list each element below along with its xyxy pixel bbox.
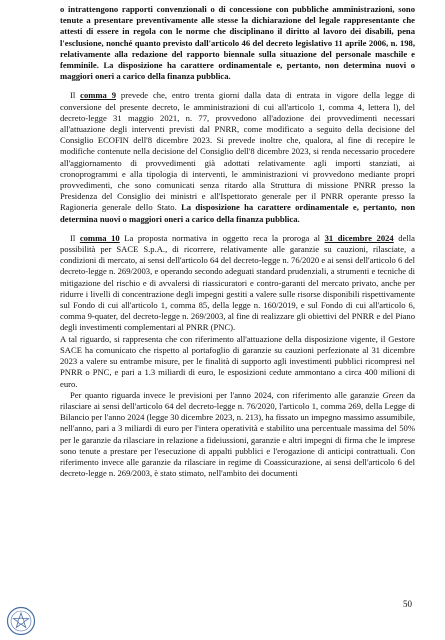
paragraph-comma-10 [60,233,415,334]
repubblica-italiana-emblem-icon [6,606,36,636]
text-span: o intrattengono rapporti convenzionali o di concessione con pubbliche amministrazioni, sono tenute a presentare preventivamente alle stesse la dichiarazione del legale rappresentante che attesti di essere in regola con le norme che disciplinano il diritto al lavoro dei disabili, pena l'esclusione, nonché quanto previsto dall'articolo 46 del decreto legislativo 11 aprile 2006, n. 198, relativamente alla redazione del rapporto biennale sulla situazione del personale maschile e femminile. [60,4,415,71]
text-span: A tal riguardo, si rappresenta che con riferimento all'attuazione della disposizione vigente, il Gestore SACE ha comunicato che rispetto al portafoglio di garanzie su cauzioni perfezionate al 31 dicembre 2023 a valere su entrambe misure, per le finalità di supporto agli investimenti pubblici ricompresi nel PNRR o PNC, e pari a 1.3 miliardi di euro, le esposizioni cedute ammontano a circa 400 milioni di euro. [60,333,415,389]
text-span: La proposta normativa in oggetto reca la proroga al [119,232,325,243]
text-span: Green [382,389,404,400]
body-text [60,4,415,479]
text-span: Il [70,232,80,243]
paragraph-sace-exposures [60,334,415,390]
page-number: 50 [403,599,412,609]
text-span: La disposizione ha carattere ordinamentale e, pertanto, non determina nuovi o maggiori oneri a carico della finanza pubblica. [60,202,415,224]
text-span: prevede che, entro trenta giorni dalla data di entrata in vigore della legge di conversione del presente decreto, le amministrazioni di cui all'articolo 1, comma 4, lettera l), del decreto-legge 31 maggio 2021, n. 77, provvedono all'adozione dei provvedimenti necessari all'attuazione degli interventi previsti dal PNRR, come modificato a seguito della decisione del Consiglio ECOFIN dell'8 dicembre 2023. Si prevede inoltre che, qualora, al fine di recepire le modifiche contenute nella decisione del Consiglio dell'8 dicembre 2023, si renda necessario procedere all'aggiornamento di provvedimenti già adottati relativamente agli importi stanziati, ai cronoprogrammi e alla tipologia di interventi, le amministrazioni vi provvedono mediante propri provvedimenti, che sono comunicati senza ritardo alla Struttura di missione PNRR presso la Presidenza del Consiglio dei ministri e all'Ispettorato generale per il PNRR operante presso la Ragioneria generale dello Stato. [60,90,415,213]
text-span: da rilasciare ai sensi dell'articolo 64 del decreto-legge n. 76/2020, l'articolo 1, comma 269, della Legge di Bilancio per l'anno 2024 (legge 30 dicembre 2023, n. 213), ha fissato un impegno massimo assumibile, nell'anno, pari a 3 miliardi di euro per l'intera operatività e stabilito una percentuale massima del 50% per le garanzie da rilasciare in relazione a fideiussioni, garanzie e altri impegni di firma che le imprese sono tenute a prestare per l'esecuzione di appalti pubblici e l'erogazione di anticipi contrattuali. Con riferimento invece alle garanzie da rilasciare in regime di Coassicurazione, ai sensi dell'articolo 6 del decreto-legge n. 269/2003, è stato stimato, nell'ambito dei documenti [60,389,416,479]
text-span: 31 dicembre 2024 [324,232,394,243]
text-span: La disposizione ha carattere ordinamentale e, pertanto, non determina nuovi o maggiori oneri a carico della finanza pubblica. [60,60,415,82]
text-span: comma 9 [80,90,117,101]
text-span: della possibilità per SACE S.p.A., di ricorrere, relativamente alle garanzie su cauzioni, rilasciate, a condizioni di mercato, ai sensi dell'articolo 64 del decreto-legge n. 76/2020 e ai sensi dell'articolo 6 del decreto-legge n. 269/2003, e operando secondo adeguati standard prudenziali, a strumenti e tecniche di mitigazione del rischio e di avvalersi di riassicuratori e contro-garanti del mercato privato, anche per ridurre i livelli di concentrazione degli impegni gestiti a valere sulle risorse disponibili rispettivamente sul Fondo di cui all'articolo 1, comma 85, della legge n. 160/2019, e sul Fondo di cui all'articolo 6, comma 9-quater, del decreto-legge n. 269/2003, al fine di realizzare gli obiettivi del PNRR e del Piano degli investimenti complementari al PNRR (PNC). [60,232,415,333]
paragraph-comma-9 [60,90,415,224]
paragraph-2024-forecast [60,390,415,480]
paragraph-disability-compliance [60,4,415,82]
text-span: Il [70,90,81,101]
text-span: comma 10 [79,232,120,243]
text-span: Per quanto riguarda invece le previsioni per l'anno 2024, con riferimento alle garanzie [70,389,383,400]
